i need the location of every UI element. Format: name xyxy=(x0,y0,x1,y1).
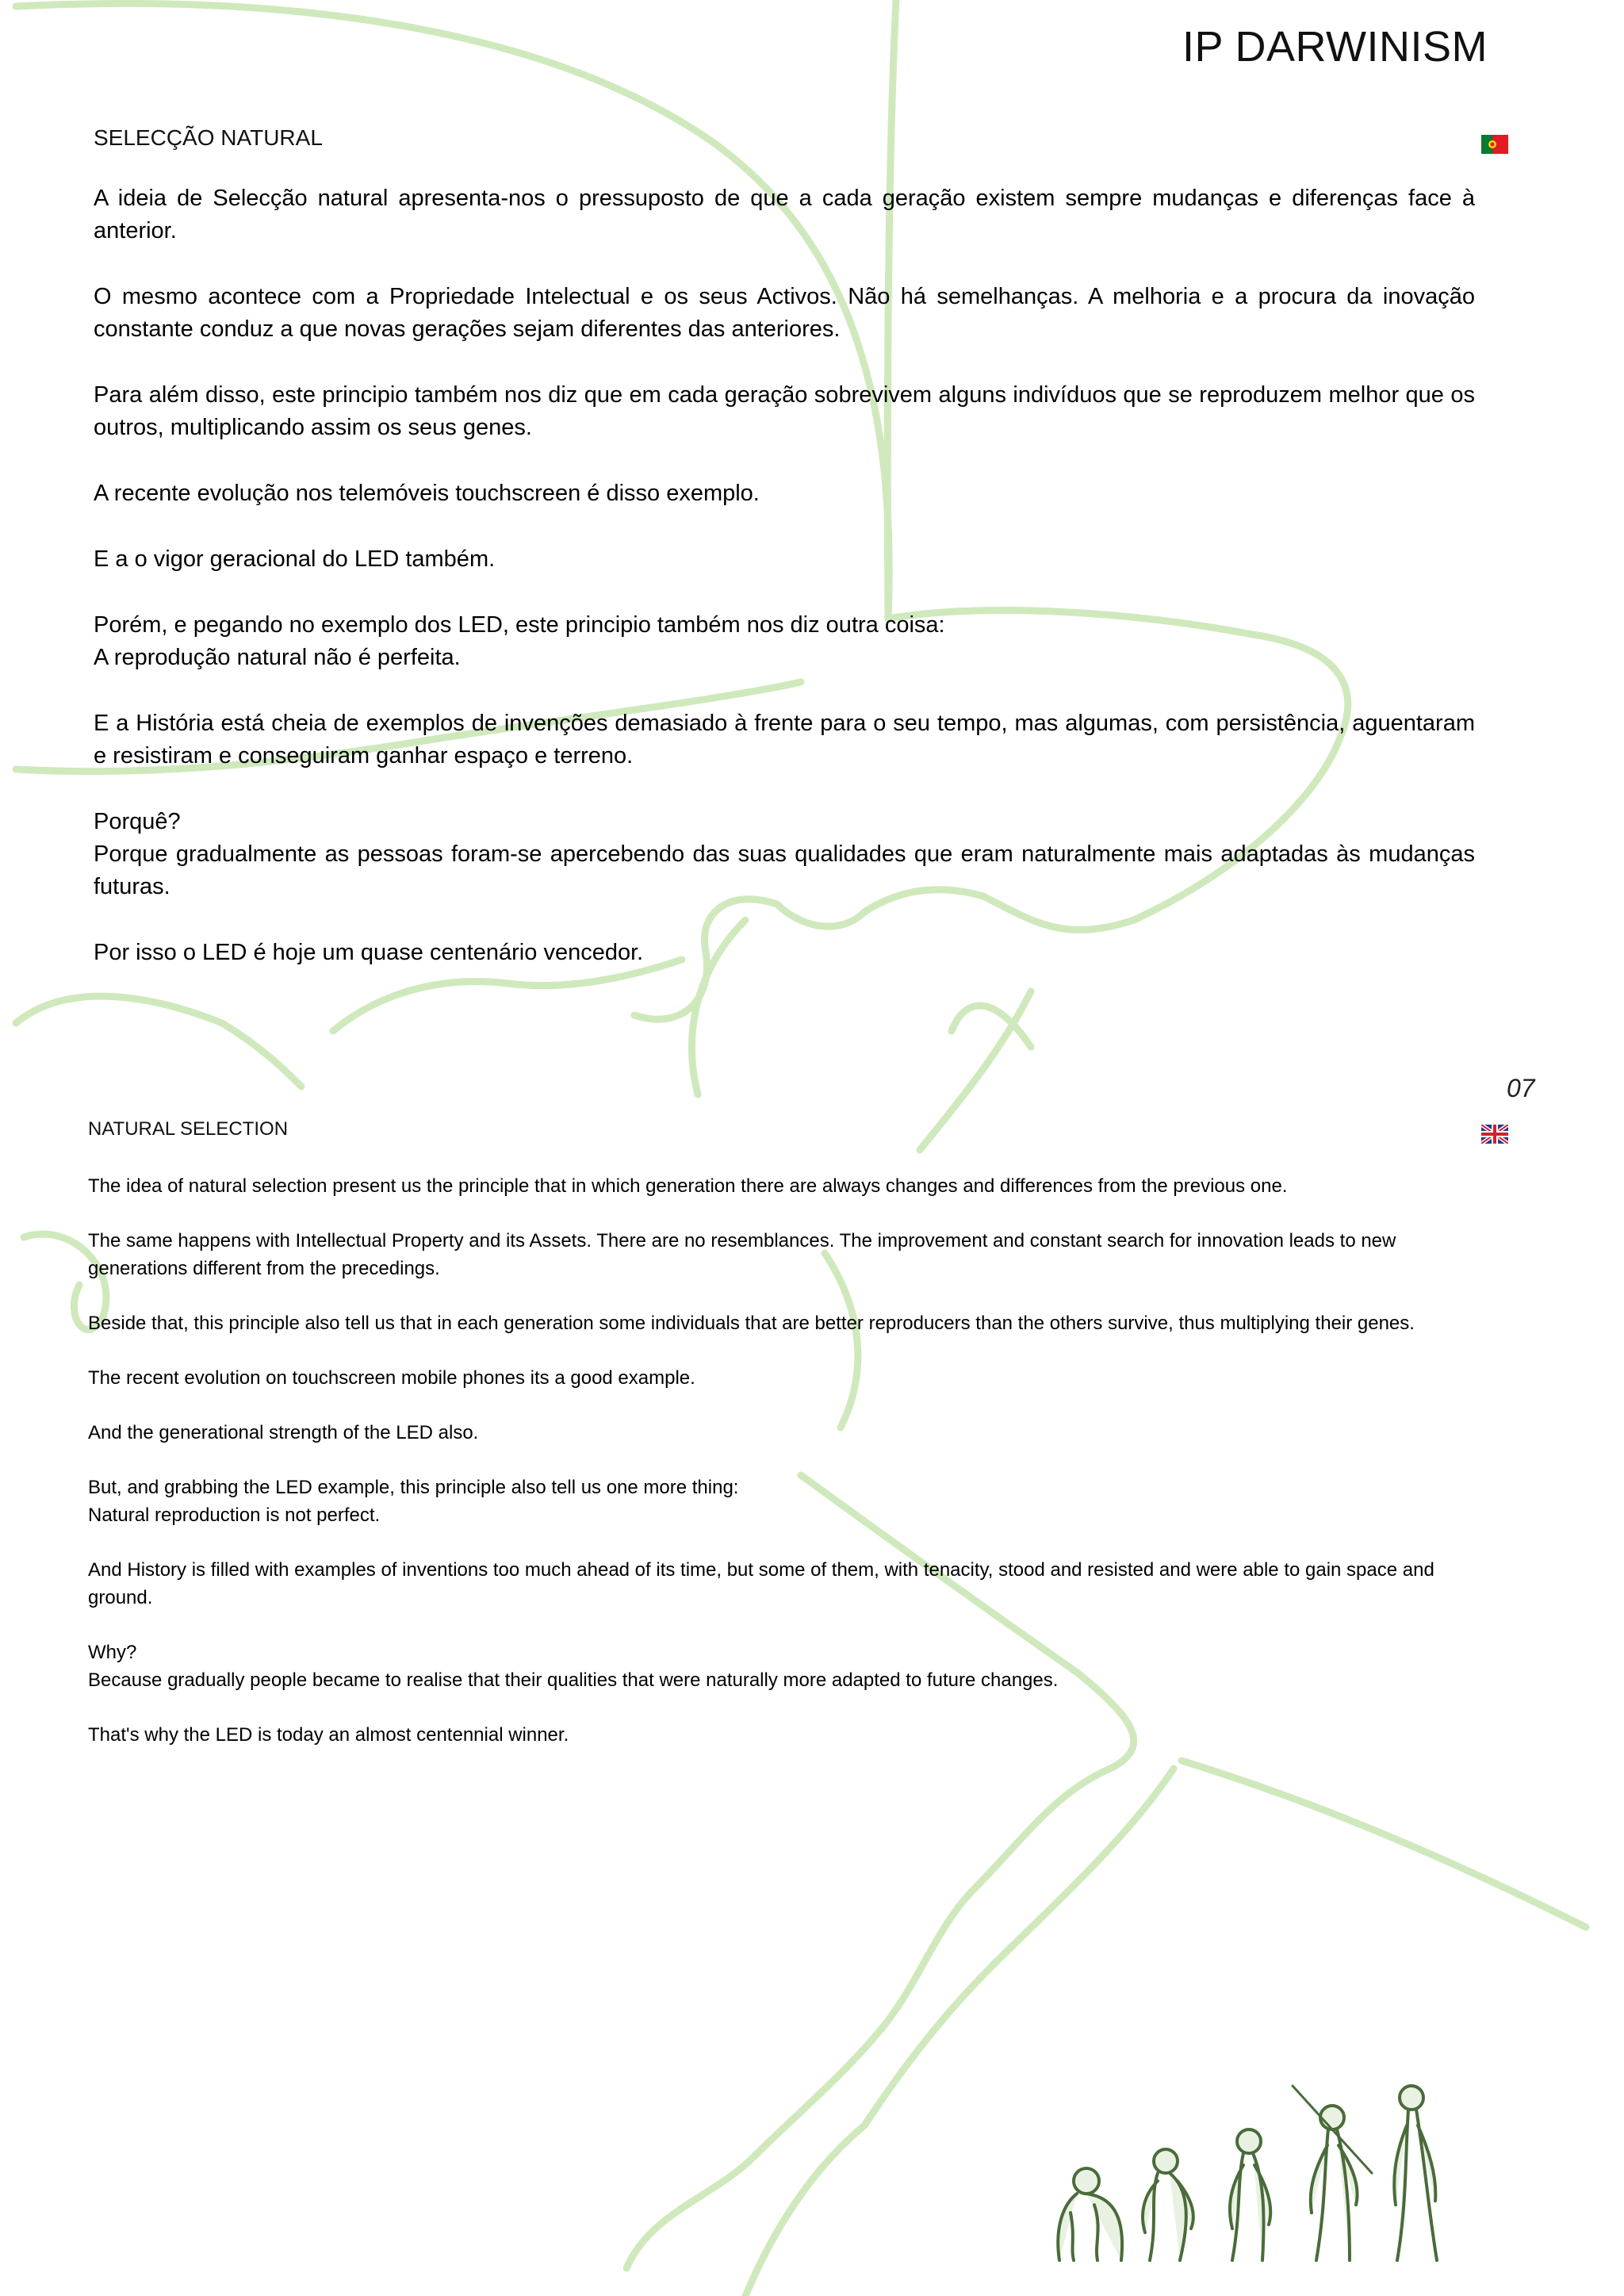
section-heading-pt: SELECÇÃO NATURAL xyxy=(94,125,323,150)
section-heading-en: NATURAL SELECTION xyxy=(88,1118,289,1140)
paragraph-en: And the generational strength of the LED also. xyxy=(88,1422,479,1443)
paragraph-pt: O mesmo acontece com a Propriedade Intelectual e os seus Activos. Não há semelhanças. A melhoria e a procura da inovação constante conduz a que novas gerações sejam diferentes das anteriores. xyxy=(94,284,1475,342)
hominid-figure-icon xyxy=(1230,2129,1270,2260)
document-title: IP DARWINISM xyxy=(1182,23,1488,71)
paragraph-en: And History is filled with examples of inventions too much ahead of its time, but some of them, with tenacity, stood and resisted and were able to gain space and ground. xyxy=(88,1559,1434,1608)
portugal-flag-icon xyxy=(1481,135,1508,154)
paragraph-en: But, and grabbing the LED example, this principle also tell us one more thing: Natural reproduction is not perfect. xyxy=(88,1477,739,1526)
page-number: 07 xyxy=(1507,1074,1535,1102)
ape-figure-icon xyxy=(1058,2168,1122,2260)
human-evolution-icon xyxy=(1039,2070,1483,2268)
uk-flag-icon xyxy=(1481,1125,1508,1144)
paragraph-pt: Porquê? Porque gradualmente as pessoas foram-se apercebendo das suas qualidades que eram naturalmente mais adaptadas às mudanças futuras. xyxy=(94,809,1475,899)
paragraph-en: The same happens with Intellectual Property and its Assets. There are no resemblances. The improvement and constant search for innovation leads to new generations different from the precedings. xyxy=(88,1230,1396,1279)
caveman-figure-icon xyxy=(1293,2086,1372,2260)
early-hominid-figure-icon xyxy=(1143,2149,1193,2260)
paragraph-pt: E a História está cheia de exemplos de invenções demasiado à frente para o seu tempo, mas algumas, com persistência, aguentaram e resistiram e conseguiram ganhar espaço e terreno. xyxy=(94,711,1475,769)
paragraph-en: Beside that, this principle also tell us that in each generation some individuals that are better reproducers than the others survive, thus multiplying their genes. xyxy=(88,1313,1415,1334)
english-section xyxy=(88,1118,1477,1776)
paragraph-pt: A recente evolução nos telemóveis touchscreen é disso exemplo. xyxy=(94,481,760,506)
paragraph-en: The recent evolution on touchscreen mobile phones its a good example. xyxy=(88,1367,695,1389)
modern-human-figure-icon xyxy=(1394,2086,1437,2260)
paragraph-pt: Para além disso, este principio também nos diz que em cada geração sobrevivem alguns indivíduos que se reproduzem melhor que os outros, multiplicando assim os seus genes. xyxy=(94,382,1475,440)
paragraph-en: Why? Because gradually people became to realise that their qualities that were naturally more adapted to future changes. xyxy=(88,1642,1059,1691)
paragraph-pt: E a o vigor geracional do LED também. xyxy=(94,546,496,572)
paragraph-pt: Por isso o LED é hoje um quase centenário vencedor. xyxy=(94,940,644,965)
paragraph-en: The idea of natural selection present us the principle that in which generation there are always changes and differences from the previous one. xyxy=(88,1175,1288,1197)
paragraph-pt: Porém, e pegando no exemplo dos LED, este principio também nos diz outra coisa: A reprodução natural não é perfeita. xyxy=(94,612,945,670)
portuguese-section xyxy=(94,125,1475,1002)
paragraph-en: That's why the LED is today an almost centennial winner. xyxy=(88,1724,569,1746)
paragraph-pt: A ideia de Selecção natural apresenta-nos o pressuposto de que a cada geração existem sempre mudanças e diferenças face à anterior. xyxy=(94,186,1475,243)
